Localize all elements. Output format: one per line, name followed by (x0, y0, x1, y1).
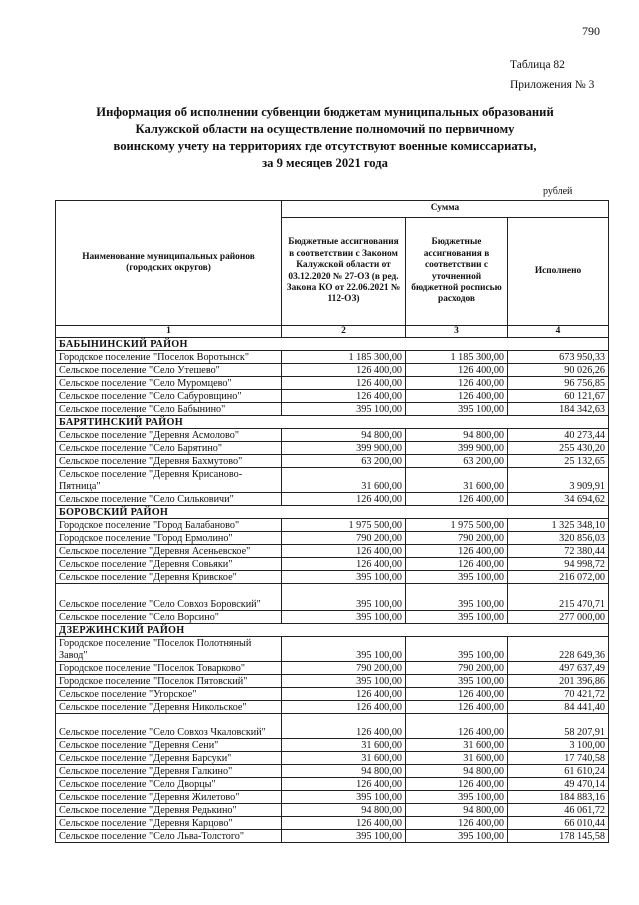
name-column-header: Наименование муниципальных районов (городских округов) (56, 201, 282, 326)
executed-value: 497 637,49 (508, 662, 609, 675)
table-row (56, 519, 609, 532)
law-allocation-value: 126 400,00 (282, 377, 406, 390)
refined-allocation-value: 399 900,00 (406, 442, 508, 455)
law-allocation-value: 790 200,00 (282, 532, 406, 545)
law-allocation-value: 126 400,00 (282, 545, 406, 558)
refined-allocation-value: 126 400,00 (406, 390, 508, 403)
table-row (56, 778, 609, 791)
executed-value: 178 145,58 (508, 830, 609, 843)
settlement-name: Сельское поселение "Село Дворцы" (56, 778, 282, 791)
settlement-name: Сельское поселение "Деревня Асеньевское" (56, 545, 282, 558)
district-row (56, 338, 609, 351)
law-allocation-value: 126 400,00 (282, 688, 406, 701)
law-allocation-value: 126 400,00 (282, 817, 406, 830)
refined-allocation-value: 126 400,00 (406, 545, 508, 558)
refined-allocation-value: 126 400,00 (406, 778, 508, 791)
table-row (56, 584, 609, 611)
table-row (56, 714, 609, 739)
settlement-name: Городское поселение "Город Ермолино" (56, 532, 282, 545)
table-row (56, 662, 609, 675)
subvention-table (55, 200, 609, 843)
title-line: за 9 месяцев 2021 года (262, 156, 388, 170)
refined-allocation-value: 395 100,00 (406, 403, 508, 416)
law-allocation-value: 126 400,00 (282, 558, 406, 571)
district-name: БАБЫНИНСКИЙ РАЙОН (56, 338, 609, 351)
column-number: 3 (406, 326, 508, 338)
column-number: 2 (282, 326, 406, 338)
column-number: 4 (508, 326, 609, 338)
table-row (56, 545, 609, 558)
law-allocation-value: 126 400,00 (282, 390, 406, 403)
refined-allocation-value: 395 100,00 (406, 791, 508, 804)
executed-value: 70 421,72 (508, 688, 609, 701)
settlement-name: Сельское поселение "Село Барятино" (56, 442, 282, 455)
refined-allocation-value: 395 100,00 (406, 830, 508, 843)
settlement-name: Сельское поселение "Деревня Кривское" (56, 571, 282, 584)
law-allocation-value: 94 800,00 (282, 804, 406, 817)
refined-allocation-value: 1 975 500,00 (406, 519, 508, 532)
settlement-name: Сельское поселение "Деревня Асмолово" (56, 429, 282, 442)
executed-value: 673 950,33 (508, 351, 609, 364)
executed-value: 60 121,67 (508, 390, 609, 403)
appendix-caption: Приложения № 3 (510, 79, 595, 91)
executed-value: 184 883,16 (508, 791, 609, 804)
refined-allocation-header: Бюджетные ассигнования в соответствии с уточненной бюджетной росписью расходов (406, 218, 508, 326)
law-allocation-value: 1 975 500,00 (282, 519, 406, 532)
title-line: Калужской области на осуществление полномочий по первичному (135, 122, 515, 136)
law-allocation-value: 395 100,00 (282, 584, 406, 611)
refined-allocation-value: 31 600,00 (406, 752, 508, 765)
law-allocation-value: 395 100,00 (282, 830, 406, 843)
table-row (56, 688, 609, 701)
executed-value: 228 649,36 (508, 637, 609, 662)
settlement-name: Городское поселение "Поселок Воротынск" (56, 351, 282, 364)
executed-value: 184 342,63 (508, 403, 609, 416)
table-row (56, 739, 609, 752)
table-row (56, 377, 609, 390)
law-allocation-header: Бюджетные ассигнования в соответствии с Законом Калужской области от 03.12.2020 № 27-ОЗ (в ред. Закона КО от 22.06.2021 № 112-ОЗ) (282, 218, 406, 326)
executed-value: 72 380,44 (508, 545, 609, 558)
table-row (56, 455, 609, 468)
settlement-name: Сельское поселение "Село Совхоз Чкаловский" (56, 714, 282, 739)
unit-label: рублей (543, 186, 573, 197)
settlement-name: Сельское поселение "Деревня Бахмутово" (56, 455, 282, 468)
law-allocation-value: 126 400,00 (282, 364, 406, 377)
executed-value: 255 430,20 (508, 442, 609, 455)
refined-allocation-value: 790 200,00 (406, 532, 508, 545)
table-row (56, 804, 609, 817)
settlement-name: Сельское поселение "Деревня Никольское" (56, 701, 282, 714)
settlement-name: Сельское поселение "Село Утешево" (56, 364, 282, 377)
executed-value: 3 909,91 (508, 468, 609, 493)
district-name: ДЗЕРЖИНСКИЙ РАЙОН (56, 624, 609, 637)
executed-value: 90 026,26 (508, 364, 609, 377)
executed-value: 277 000,00 (508, 611, 609, 624)
settlement-name: Сельское поселение "Деревня Совьяки" (56, 558, 282, 571)
law-allocation-value: 94 800,00 (282, 765, 406, 778)
settlement-name: Сельское поселение "Село Сильковичи" (56, 493, 282, 506)
law-allocation-value: 31 600,00 (282, 468, 406, 493)
settlement-name: Сельское поселение "Деревня Жилетово" (56, 791, 282, 804)
table-row (56, 637, 609, 662)
executed-header: Исполнено (508, 218, 609, 326)
law-allocation-value: 126 400,00 (282, 714, 406, 739)
settlement-name: Сельское поселение "Село Бабынино" (56, 403, 282, 416)
executed-value: 17 740,58 (508, 752, 609, 765)
refined-allocation-value: 31 600,00 (406, 739, 508, 752)
law-allocation-value: 126 400,00 (282, 778, 406, 791)
table-row (56, 817, 609, 830)
refined-allocation-value: 126 400,00 (406, 714, 508, 739)
table-body (56, 338, 609, 843)
document-title (55, 104, 595, 172)
refined-allocation-value: 126 400,00 (406, 364, 508, 377)
table-row (56, 468, 609, 493)
table-caption: Таблица 82 (510, 59, 565, 71)
table-row (56, 532, 609, 545)
law-allocation-value: 31 600,00 (282, 739, 406, 752)
refined-allocation-value: 395 100,00 (406, 571, 508, 584)
law-allocation-value: 395 100,00 (282, 675, 406, 688)
executed-value: 66 010,44 (508, 817, 609, 830)
executed-value: 96 756,85 (508, 377, 609, 390)
settlement-name: Сельское поселение "Деревня Редькино" (56, 804, 282, 817)
district-name: БОРОВСКИЙ РАЙОН (56, 506, 609, 519)
settlement-name: Городское поселение "Поселок Товарково" (56, 662, 282, 675)
refined-allocation-value: 31 600,00 (406, 468, 508, 493)
settlement-name: Сельское поселение "Деревня Барсуки" (56, 752, 282, 765)
law-allocation-value: 63 200,00 (282, 455, 406, 468)
refined-allocation-value: 395 100,00 (406, 584, 508, 611)
law-allocation-value: 1 185 300,00 (282, 351, 406, 364)
refined-allocation-value: 94 800,00 (406, 429, 508, 442)
refined-allocation-value: 126 400,00 (406, 817, 508, 830)
refined-allocation-value: 94 800,00 (406, 765, 508, 778)
executed-value: 201 396,86 (508, 675, 609, 688)
settlement-name: Сельское поселение "Село Сабуровщино" (56, 390, 282, 403)
table-row (56, 675, 609, 688)
refined-allocation-value: 1 185 300,00 (406, 351, 508, 364)
refined-allocation-value: 63 200,00 (406, 455, 508, 468)
settlement-name: Городское поселение "Поселок Пятовский" (56, 675, 282, 688)
settlement-name: Сельское поселение "Деревня Карцово" (56, 817, 282, 830)
settlement-name: Сельское поселение "Село Льва-Толстого" (56, 830, 282, 843)
law-allocation-value: 395 100,00 (282, 403, 406, 416)
law-allocation-value: 399 900,00 (282, 442, 406, 455)
district-row (56, 506, 609, 519)
table-row (56, 791, 609, 804)
table-row (56, 364, 609, 377)
law-allocation-value: 395 100,00 (282, 791, 406, 804)
refined-allocation-value: 395 100,00 (406, 675, 508, 688)
executed-value: 58 207,91 (508, 714, 609, 739)
refined-allocation-value: 94 800,00 (406, 804, 508, 817)
executed-value: 34 694,62 (508, 493, 609, 506)
district-row (56, 624, 609, 637)
table-row (56, 611, 609, 624)
executed-value: 215 470,71 (508, 584, 609, 611)
law-allocation-value: 126 400,00 (282, 493, 406, 506)
executed-value: 25 132,65 (508, 455, 609, 468)
district-name: БАРЯТИНСКИЙ РАЙОН (56, 416, 609, 429)
executed-value: 94 998,72 (508, 558, 609, 571)
executed-value: 84 441,40 (508, 701, 609, 714)
table-row (56, 701, 609, 714)
law-allocation-value: 94 800,00 (282, 429, 406, 442)
settlement-name: Сельское поселение "Угорское" (56, 688, 282, 701)
executed-value: 46 061,72 (508, 804, 609, 817)
law-allocation-value: 31 600,00 (282, 752, 406, 765)
refined-allocation-value: 126 400,00 (406, 377, 508, 390)
executed-value: 320 856,03 (508, 532, 609, 545)
settlement-name: Сельское поселение "Село Совхоз Боровский" (56, 584, 282, 611)
page-number: 790 (582, 24, 600, 38)
executed-value: 40 273,44 (508, 429, 609, 442)
executed-value: 3 100,00 (508, 739, 609, 752)
table-row (56, 752, 609, 765)
refined-allocation-value: 126 400,00 (406, 701, 508, 714)
executed-value: 61 610,24 (508, 765, 609, 778)
refined-allocation-value: 126 400,00 (406, 558, 508, 571)
table-row (56, 765, 609, 778)
executed-value: 216 072,00 (508, 571, 609, 584)
refined-allocation-value: 126 400,00 (406, 688, 508, 701)
table-row (56, 429, 609, 442)
settlement-name: Городское поселение "Город Балабаново" (56, 519, 282, 532)
refined-allocation-value: 790 200,00 (406, 662, 508, 675)
law-allocation-value: 790 200,00 (282, 662, 406, 675)
refined-allocation-value: 126 400,00 (406, 493, 508, 506)
law-allocation-value: 395 100,00 (282, 637, 406, 662)
settlement-name: Сельское поселение "Село Ворсино" (56, 611, 282, 624)
district-row (56, 416, 609, 429)
settlement-name: Сельское поселение "Деревня Сени" (56, 739, 282, 752)
table-row (56, 830, 609, 843)
settlement-name: Городское поселение "Поселок Полотняный Завод" (56, 637, 282, 662)
settlement-name: Сельское поселение "Село Муромцево" (56, 377, 282, 390)
refined-allocation-value: 395 100,00 (406, 611, 508, 624)
column-number: 1 (56, 326, 282, 338)
settlement-name: Сельское поселение "Деревня Галкино" (56, 765, 282, 778)
sum-header: Сумма (282, 201, 609, 218)
law-allocation-value: 395 100,00 (282, 611, 406, 624)
table-row (56, 442, 609, 455)
table-row (56, 390, 609, 403)
law-allocation-value: 395 100,00 (282, 571, 406, 584)
executed-value: 49 470,14 (508, 778, 609, 791)
table-row (56, 571, 609, 584)
table-row (56, 558, 609, 571)
title-line: воинскому учету на территориях где отсутствуют военные комиссариаты, (113, 139, 537, 153)
executed-value: 1 325 348,10 (508, 519, 609, 532)
title-line: Информация об исполнении субвенции бюджетам муниципальных образований (96, 105, 554, 119)
refined-allocation-value: 395 100,00 (406, 637, 508, 662)
table-row (56, 493, 609, 506)
table-row (56, 403, 609, 416)
table-row (56, 351, 609, 364)
law-allocation-value: 126 400,00 (282, 701, 406, 714)
settlement-name: Сельское поселение "Деревня Крисаново-Пятница" (56, 468, 282, 493)
